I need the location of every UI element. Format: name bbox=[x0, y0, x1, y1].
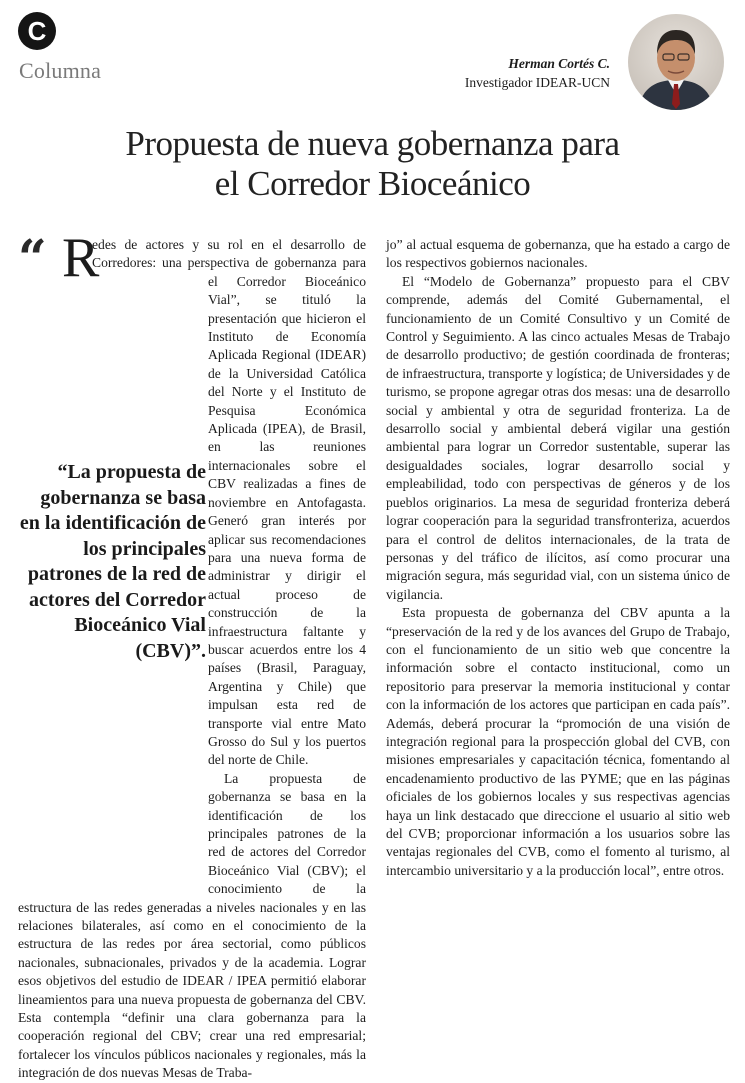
headline-line-1: Propuesta de nueva gobernanza para bbox=[125, 124, 620, 163]
quote-spacer bbox=[18, 228, 62, 287]
author-photo bbox=[628, 14, 724, 110]
article-column-2 bbox=[386, 236, 730, 880]
column-logo: C bbox=[18, 12, 56, 50]
headline bbox=[0, 124, 745, 204]
author-byline bbox=[465, 54, 610, 92]
paragraph: jo” al actual esquema de gobernanza, que ha estado a cargo de los respectivos gobiernos nacionales. bbox=[386, 237, 730, 271]
section-label: Columna bbox=[19, 58, 102, 83]
drop-cap: R bbox=[62, 227, 100, 289]
pull-quote: “La propuesta de gobernanza se basa en la identificación de los principales patrones de la red de actores del Corredor Bioceánico Vial (CBV)”. bbox=[19, 461, 206, 662]
headline-line-2: el Corredor Bioceánico bbox=[214, 164, 531, 203]
paragraph: Esta propuesta de gobernanza del CBV apunta a la “preservación de la red y de los avances del Grupo de Trabajo, con el funcionamiento de un sitio web que concentre la información sobre el contacto institucional, como un repositorio para preservar la memoria institucional y contar con la información de los actores que participan en cada país”. Además, deberá procurar la “promoción de una visión de integración regional para la prospección global del CVB, con misiones empresariales y capacitación técnica, fomentando al encadenamiento productivo de las PYME; que en las páginas oficiales de los gobiernos locales y sus respectivas agencias haya un link destacado que direccione el usuario al sitio web del CVB; proporcionar información a los usuarios sobre las ventajas regionales del CVB, como el fomento al turismo, al intercambio universitario y a la producción local”, entre otros. bbox=[386, 605, 730, 878]
open-quote-mark: “ bbox=[18, 228, 47, 287]
author-name: Herman Cortés C. bbox=[508, 56, 610, 71]
paragraph: edes de actores y su rol en el desarrollo de Corredores: una perspectiva de gobernanza para el Corredor Bioceánico Vial”, se tituló la presentación que hicieron el Instituto de Economía Aplicada Regional (IDEAR) de la Universidad Católica del Norte y el Instituto de Pesquisa Económica Aplicada (IPEA), de Brasil, en las reuniones internacionales sobre el CBV realizadas a fines de noviembre en Antofagasta. Generó gran interés por aplicar sus recomendaciones para una nueva forma de administrar y dirigir el actual proceso de construcción de la infraestructura faltante y buscar acuerdos entre los 4 países (Brasil, Paraguay, Argentina y Chile) que impulsan esta red de transporte vial entre Mato Grosso do Sul y los puertos del norte de Chile. bbox=[92, 237, 366, 768]
paragraph: El “Modelo de Gobernanza” propuesto para el CBV comprende, además del Comité Gubernamental, el funcionamiento de un Comité Consultivo y un Comité de Control y Seguimiento. A las cinco actuales Mesas de Trabajo de desarrollo productivo; de gestión coordinada de fronteras; de infraestructura, transporte y logística; de Universidades y de turismo, se propone agregar otras dos mesas: una de desarrollo social y ambiental y otra de seguridad fronteriza. La de desarrollo social y ambiental deberá vigilar una gestión ambiental para lograr un Corredor sustentable, superar las desigualdades sociales, lograr desarrollo social y empleabilidad, todo con perspectivas de géneros y de los pueblos originarios. La mesa de seguridad fronteriza deberá lograr cooperación para la seguridad transfronteriza, acuerdos para el control de delitos internacionales, de la trata de personas y del tráfico de ilícitos, así como procurar una migración segura, más seguridad vial, con un sistema único de vigilancia. bbox=[386, 273, 730, 602]
paragraph: La propuesta de gobernanza se basa en la identificación de los principales patrones de la red de actores del Corredor Bioceánico Vial (CBV); el conocimiento de la estructura de las redes generadas a niveles nacionales y en las relaciones bilaterales, así como en el conocimiento de la estructura de las redes por área sectorial, como públicos nacionales, subnacionales, privados y de la academia. Lograr esos objetivos del estudio de IDEAR / IPEA permitió elaborar lineamientos para una nueva propuesta de gobernanza del CBV. Esta contempla “definir una clara gobernanza para la cooperación regional del CBV; crear una red empresarial; fortalecer los vínculos públicos nacionales y regionales, más la integración de dos nuevas Mesas de Traba- bbox=[18, 770, 366, 1081]
author-role: Investigador IDEAR-UCN bbox=[464, 75, 610, 90]
